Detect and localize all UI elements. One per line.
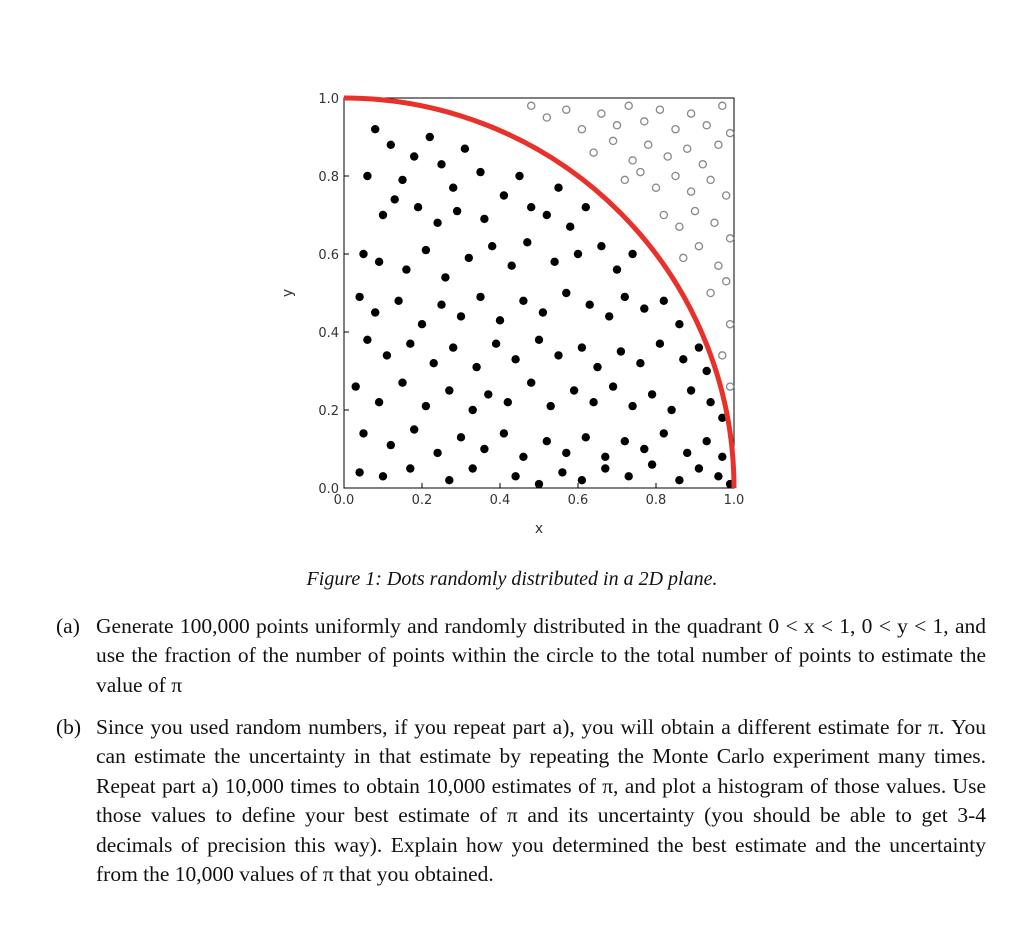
point-inside <box>511 355 519 363</box>
point-inside <box>469 464 477 472</box>
point-inside <box>656 340 664 348</box>
x-tick-label: 0.4 <box>489 493 511 508</box>
point-inside <box>402 265 410 273</box>
y-tick-label: 1.0 <box>318 92 339 107</box>
point-inside <box>554 351 562 359</box>
point-inside <box>410 152 418 160</box>
y-tick-label: 0.8 <box>318 170 339 185</box>
point-inside <box>574 250 582 258</box>
point-inside <box>660 429 668 437</box>
question-a <box>56 612 986 700</box>
point-inside <box>406 464 414 472</box>
point-inside <box>543 437 551 445</box>
point-inside <box>597 242 605 250</box>
point-inside <box>718 453 726 461</box>
point-inside <box>379 211 387 219</box>
point-inside <box>414 203 422 211</box>
question-b-text: Since you used random numbers, if you repeat part a), you will obtain a different estimate for π. You can estimate the uncertainty in that estimate by repeating the Monte Carlo experiment many times. Repeat part a) 10,000 times to obtain 10,000 estimates of π, and plot a histogram of those values. Use those values to define your best estimate of π and its uncertainty (you should be able to get 3-4 decimals of precision this way). Explain how you determined the best estimate and the uncertainty from the 10,000 values of π that you obtained. <box>96 715 986 887</box>
point-inside <box>660 297 668 305</box>
point-inside <box>578 476 586 484</box>
point-inside <box>625 472 633 480</box>
question-b-label: (b) <box>56 715 82 739</box>
point-inside <box>472 363 480 371</box>
point-inside <box>640 445 648 453</box>
point-inside <box>582 203 590 211</box>
point-inside <box>589 398 597 406</box>
point-inside <box>453 207 461 215</box>
point-inside <box>648 390 656 398</box>
point-inside <box>703 367 711 375</box>
point-inside <box>640 304 648 312</box>
point-inside <box>675 476 683 484</box>
point-inside <box>527 379 535 387</box>
point-inside <box>433 219 441 227</box>
x-axis-label: x <box>534 521 544 537</box>
point-inside <box>394 297 402 305</box>
point-inside <box>371 308 379 316</box>
point-inside <box>492 340 500 348</box>
point-inside <box>519 297 527 305</box>
point-inside <box>465 254 473 262</box>
question-a-text: Generate 100,000 points uniformly and randomly distributed in the quadrant 0 < x < 1, 0 < y < 1, and use the fraction of the number of points within the circle to the total number of points to estimate the value of π <box>96 614 986 697</box>
point-inside <box>441 273 449 281</box>
point-inside <box>476 293 484 301</box>
point-inside <box>703 437 711 445</box>
point-inside <box>605 312 613 320</box>
point-inside <box>683 449 691 457</box>
point-inside <box>558 468 566 476</box>
point-inside <box>601 464 609 472</box>
plot-frame <box>344 98 734 488</box>
point-inside <box>582 433 590 441</box>
point-inside <box>523 238 531 246</box>
point-inside <box>422 246 430 254</box>
point-inside <box>418 320 426 328</box>
point-inside <box>363 172 371 180</box>
point-inside <box>387 441 395 449</box>
point-inside <box>675 320 683 328</box>
point-inside <box>539 308 547 316</box>
point-inside <box>687 386 695 394</box>
point-inside <box>445 386 453 394</box>
point-inside <box>480 445 488 453</box>
point-inside <box>484 390 492 398</box>
point-inside <box>543 211 551 219</box>
point-inside <box>359 429 367 437</box>
point-inside <box>375 398 383 406</box>
point-inside <box>508 262 516 270</box>
point-inside <box>621 293 629 301</box>
x-tick-label: 0.8 <box>645 493 667 508</box>
point-inside <box>469 406 477 414</box>
point-inside <box>667 406 675 414</box>
x-tick-label: 0.0 <box>333 493 355 508</box>
point-inside <box>488 242 496 250</box>
point-inside <box>535 480 543 488</box>
point-inside <box>586 301 594 309</box>
y-tick-label: 0.2 <box>318 404 339 419</box>
point-inside <box>449 343 457 351</box>
point-inside <box>371 125 379 133</box>
point-inside <box>359 250 367 258</box>
point-inside <box>609 382 617 390</box>
figure-caption: Figure 1: Dots randomly distributed in a 2D plane. <box>306 568 718 590</box>
point-inside <box>379 472 387 480</box>
point-inside <box>570 386 578 394</box>
point-inside <box>352 382 360 390</box>
point-inside <box>426 133 434 141</box>
point-inside <box>695 464 703 472</box>
point-inside <box>461 145 469 153</box>
point-inside <box>679 355 687 363</box>
point-inside <box>406 340 414 348</box>
point-inside <box>648 460 656 468</box>
question-a-label: (a) <box>56 614 80 638</box>
point-inside <box>593 363 601 371</box>
point-inside <box>437 301 445 309</box>
point-inside <box>457 433 465 441</box>
point-inside <box>387 141 395 149</box>
point-inside <box>504 398 512 406</box>
point-inside <box>562 449 570 457</box>
point-inside <box>714 472 722 480</box>
point-inside <box>695 343 703 351</box>
point-inside <box>621 437 629 445</box>
point-inside <box>363 336 371 344</box>
point-inside <box>496 316 504 324</box>
point-inside <box>628 402 636 410</box>
point-inside <box>476 168 484 176</box>
point-inside <box>706 398 714 406</box>
point-inside <box>355 468 363 476</box>
point-inside <box>422 402 430 410</box>
point-inside <box>601 453 609 461</box>
question-b <box>56 713 986 889</box>
point-inside <box>613 265 621 273</box>
point-inside <box>355 293 363 301</box>
point-inside <box>445 476 453 484</box>
point-inside <box>547 402 555 410</box>
point-inside <box>457 312 465 320</box>
x-tick-label: 0.2 <box>411 493 433 508</box>
x-tick-label: 1.0 <box>723 493 745 508</box>
point-inside <box>511 472 519 480</box>
point-inside <box>437 160 445 168</box>
point-inside <box>383 351 391 359</box>
point-inside <box>550 258 558 266</box>
y-axis-label: y <box>280 288 296 298</box>
x-tick-label: 0.6 <box>567 493 589 508</box>
point-inside <box>398 379 406 387</box>
point-inside <box>398 176 406 184</box>
point-inside <box>410 425 418 433</box>
point-inside <box>449 184 457 192</box>
point-inside <box>480 215 488 223</box>
y-tick-label: 0.4 <box>318 326 339 341</box>
point-inside <box>535 336 543 344</box>
point-inside <box>430 359 438 367</box>
point-inside <box>500 191 508 199</box>
point-inside <box>617 347 625 355</box>
point-inside <box>375 258 383 266</box>
point-inside <box>566 223 574 231</box>
y-tick-label: 0.6 <box>318 248 339 263</box>
point-inside <box>500 429 508 437</box>
point-inside <box>578 343 586 351</box>
point-inside <box>433 449 441 457</box>
point-inside <box>391 195 399 203</box>
point-inside <box>515 172 523 180</box>
point-inside <box>519 453 527 461</box>
point-inside <box>628 250 636 258</box>
y-tick-label: 0.0 <box>318 482 339 497</box>
point-inside <box>527 203 535 211</box>
point-inside <box>554 184 562 192</box>
point-inside <box>636 359 644 367</box>
point-inside <box>562 289 570 297</box>
